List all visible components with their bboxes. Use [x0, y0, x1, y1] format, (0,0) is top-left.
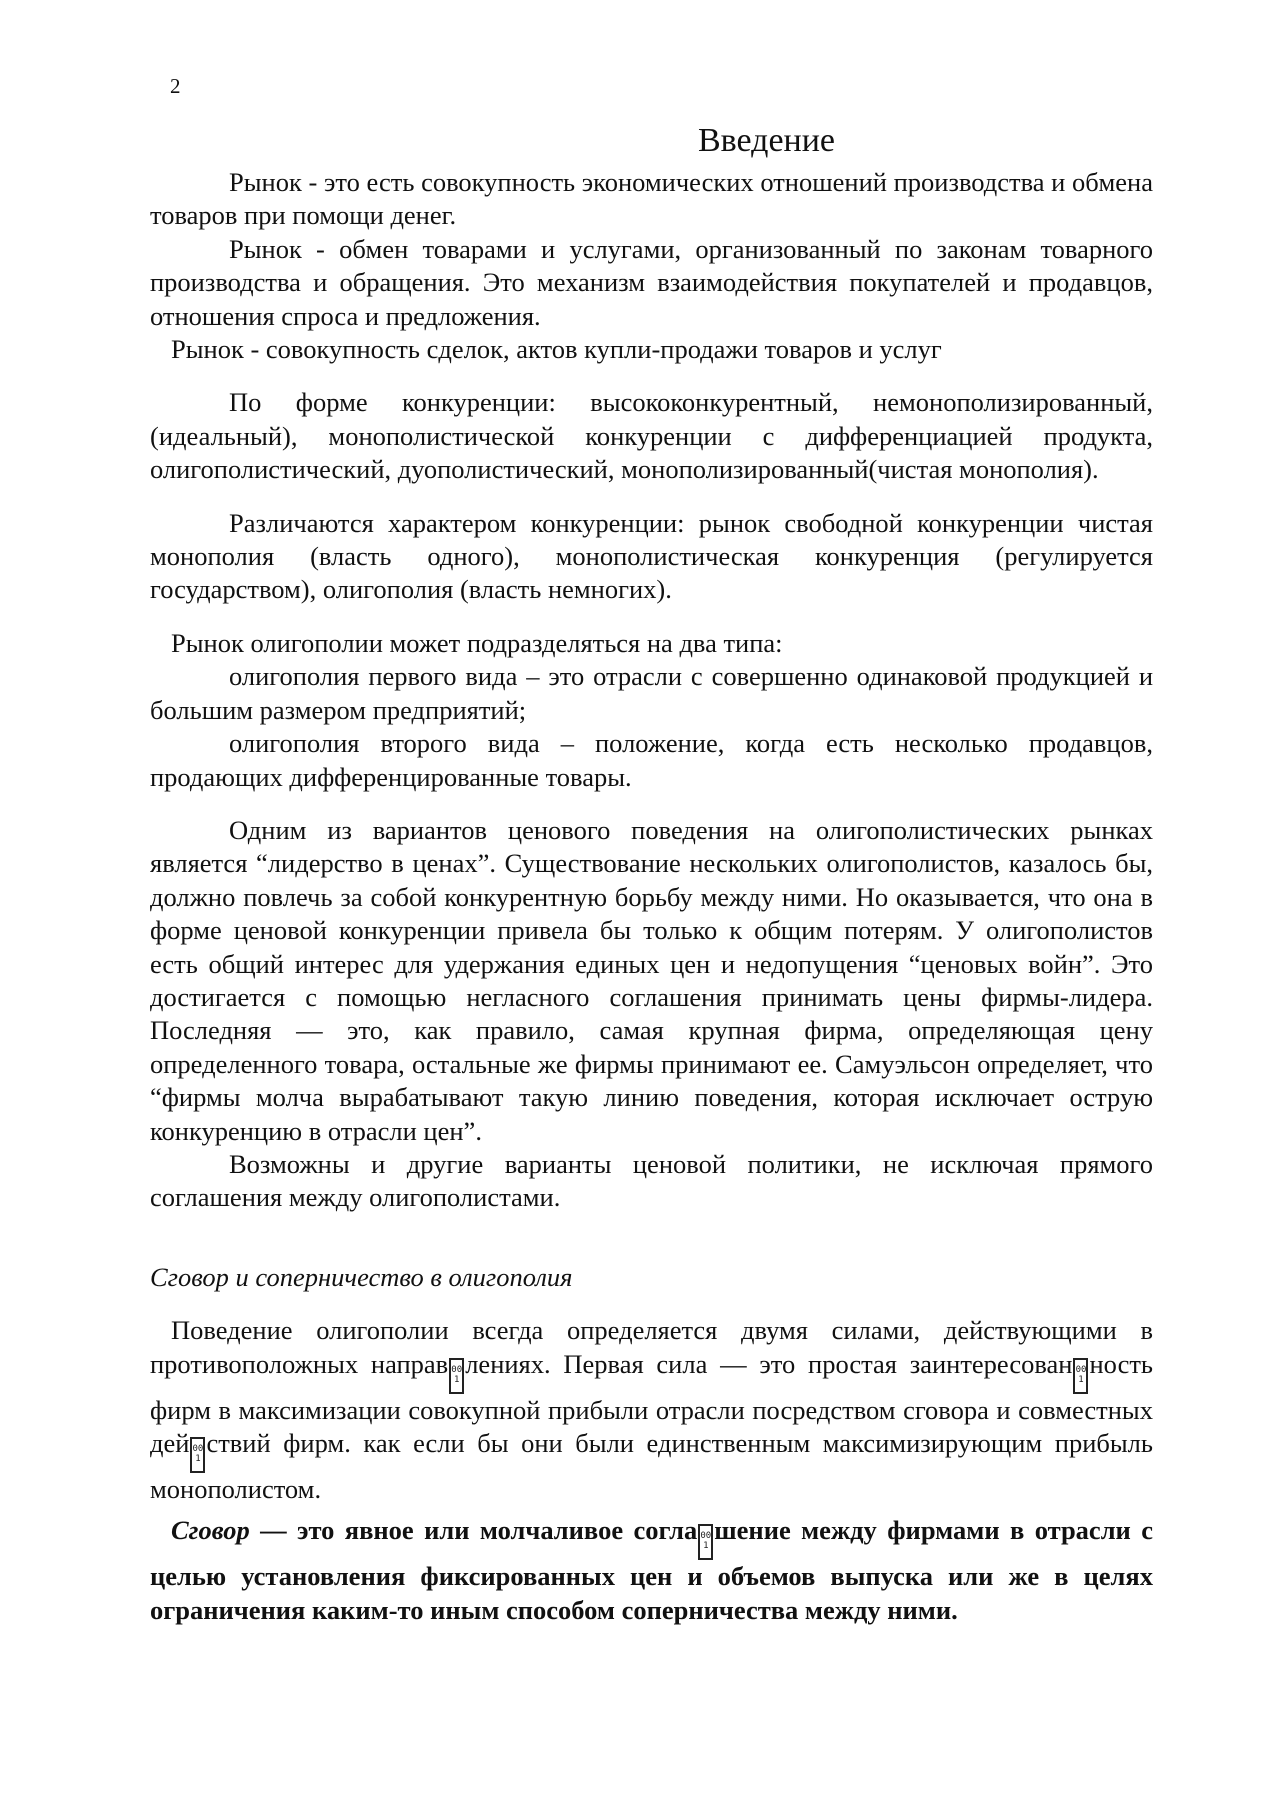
page-title: Введение	[697, 122, 836, 159]
competition-paragraph-2: Различаются характером конкуренции: рынок свободной конкуренции чистая монополия (власть одного), монополистическая конкуренция (регулируется государством), олигополия (власть немногих).	[150, 507, 1153, 605]
collusion-text-a: Поведение олигополии всегда определяется двумя силами, действующими в противоположных направ	[150, 1315, 1153, 1379]
missing-glyph-box: 00 1	[449, 1358, 464, 1394]
collusion-text-d: ствий фирм. как если бы они были единственным максимизирующим прибыль монополистом.	[150, 1428, 1153, 1504]
intro-paragraph-2: Рынок - обмен товарами и услугами, организованный по законам товарного производства и обращения. Это механизм взаимодействия покупателей и продавцов, отношения спроса и предложения.	[150, 233, 1153, 331]
collusion-text-b: лениях. Первая сила — это простая заинтересован	[465, 1348, 1073, 1379]
collusion-text-c: ность фирм в максимизации совокупной прибыли отрасли посредством сговора и совместных дей	[150, 1348, 1154, 1458]
page-number: 2	[170, 74, 181, 98]
leadership-paragraph-2: Возможны и другие варианты ценовой политики, не исключая прямого соглашения между олигополистами.	[150, 1148, 1153, 1213]
intro-paragraph-1: Рынок - это есть совокупность экономических отношений производства и обмена товаров при помощи денег.	[150, 167, 1153, 231]
section-title-collusion: Сговор и соперничество в олигополия	[150, 1261, 573, 1292]
leadership-paragraph-1: Одним из вариантов ценового поведения на олигополистических рынках является “лидерство в ценах”. Существование нескольких олигополистов, казалось бы, должно повлечь за собой конкурентную борьбу между ними. Но оказывается, что она в форме ценовой конкуренции привела бы только к общим потерям. У олигополистов есть общий интерес для удержания единых цен и недопущения “ценовых войн”. Это достигается с помощью негласного соглашения принимать цены фирмы-лидера. Последняя — это, как правило, самая крупная фирма, определяющая цену определенного товара, остальные же фирмы принимают ее. Самуэльсон определяет, что “фирмы молча вырабатывают такую линию поведения, которая исключает острую конкуренцию в отрасли цен”.	[150, 814, 1153, 1146]
missing-glyph-box: 00 1	[1073, 1358, 1088, 1394]
document-body	[150, 116, 1153, 1627]
collusion-definition	[150, 1514, 1153, 1627]
definition-text-b: шение между фирмами в отрасли с целью установления фиксированных цен и объемов выпуска или же в целях ограничения каким-то иным способом соперничества между ними.	[150, 1515, 1153, 1625]
missing-glyph-box: 00 1	[190, 1437, 205, 1473]
definition-term: Сговор	[171, 1515, 250, 1546]
intro-paragraph-3: Рынок - совокупность сделок, актов купли-продажи товаров и услуг	[171, 334, 942, 365]
competition-paragraph-1: По форме конкуренции: высококонкурентный, немонополизированный, (идеальный), монополистической конкуренции с дифференциацией продукта, олигополистический, дуополистический, монополизированный(чистая монополия).	[150, 387, 1153, 485]
missing-glyph-box: 00 1	[698, 1524, 713, 1560]
oligopoly-types-intro: Рынок олигополии может подразделяться на два типа:	[171, 627, 783, 658]
oligopoly-type-1: олигополия первого вида – это отрасли с совершенно одинаковой продукцией и большим размером предприятий;	[150, 661, 1153, 725]
oligopoly-type-2: олигополия второго вида – положение, когда есть несколько продавцов, продающих дифференцированные товары.	[150, 728, 1153, 792]
definition-text-a: — это явное или молчаливое согла	[249, 1515, 698, 1546]
collusion-paragraph	[150, 1314, 1153, 1506]
